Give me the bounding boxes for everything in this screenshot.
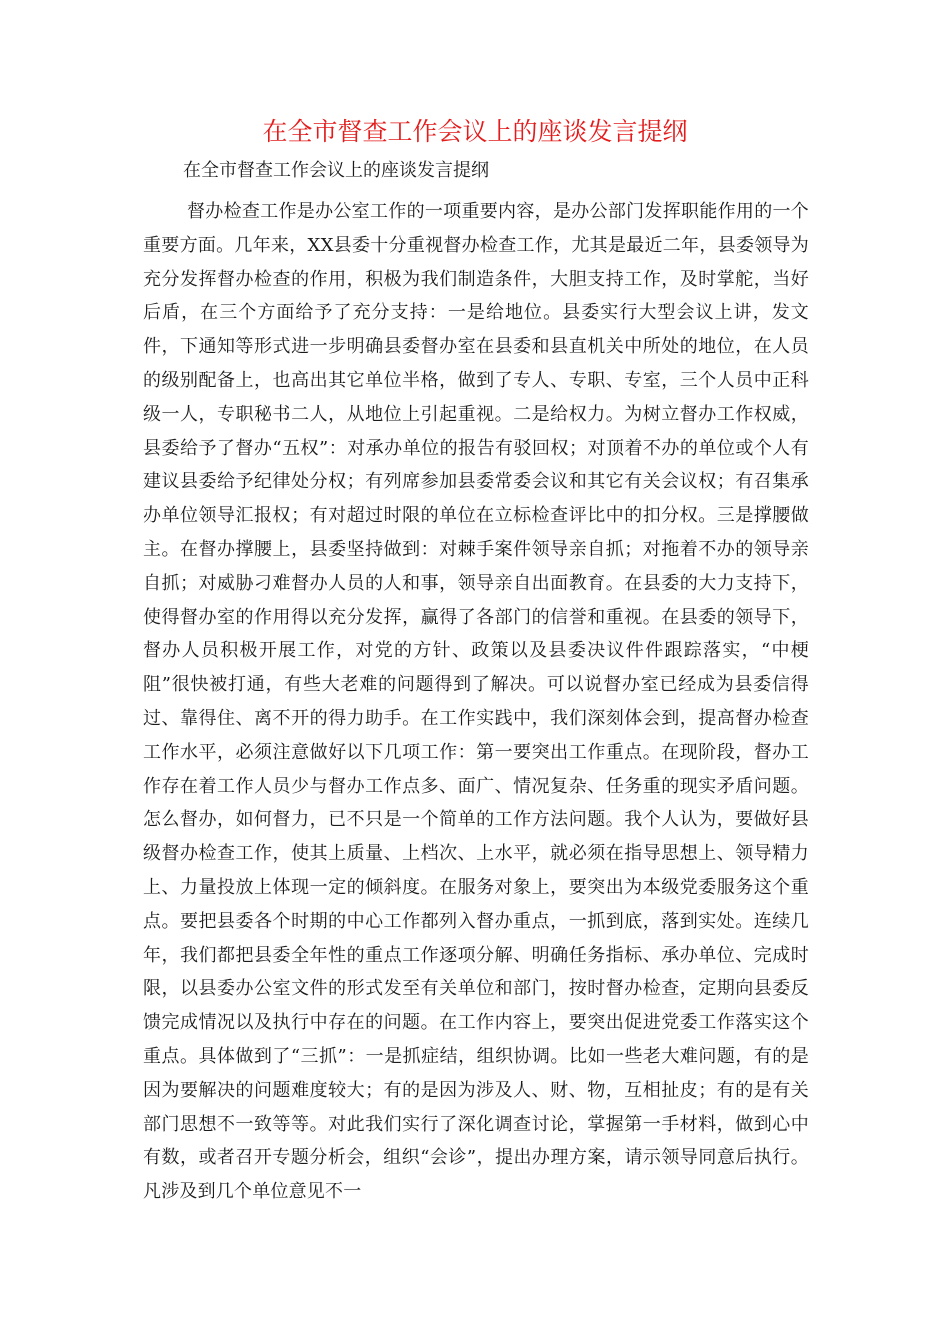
document-title: 在全市督查工作会议上的座谈发言提纲: [262, 117, 688, 146]
body-paragraph: 督办检查工作是办公室工作的一项重要内容，是办公部门发挥职能作用的一个重要方面。几年来，XX县委十分重视督办检查工作，尤其是最近二年，县委领导为充分发挥督办检查的作用，积极为我们制造条件，大胆支持工作，及时掌舵，当好后盾，在三个方面给予了充分支持：一是给地位。县委实行大型会议上讲，发文件，下通知等形式进一步明确县委督办室在县委和县直机关中所处的地位，在人员的级别配备上，也高出其它单位半格，做到了专人、专职、专室，三个人员中正科级一人，专职秘书二人，从地位上引起重视。二是给权力。为树立督办工作权威，县委给予了督办“五权”：对承办单位的报告有驳回权；对顶着不办的单位或个人有建议县委给予纪律处分权；有列席参加县委常委会议和其它有关会议权；有召集承办单位领导汇报权；有对超过时限的单位在立标检查评比中的扣分权。三是撑腰做主。在督办撑腰上，县委坚持做到：对棘手案件领导亲自抓；对拖着不办的领导亲自抓；对威胁刁难督办人员的人和事，领导亲自出面教育。在县委的大力支持下，使得督办室的作用得以充分发挥，赢得了各部门的信誉和重视。在县委的领导下，督办人员积极开展工作，对党的方针、政策以及县委决议件件跟踪落实，“中梗阻”很快被打通，有些大老难的问题得到了解决。可以说督办室已经成为县委信得过、靠得住、离不开的得力助手。在工作实践中，我们深刻体会到，提高督办检查工作水平，必须注意做好以下几项工作：第一要突出工作重点。在现阶段，督办工作存在着工作人员少与督办工作点多、面广、情况复杂、任务重的现实矛盾问题。怎么督办，如何督力，已不只是一个简单的工作方法问题。我个人认为，要做好县级督办检查工作，使其上质量、上档次、上水平，就必须在指导思想上、领导精力上、力量投放上体现一定的倾斜度。在服务对象上，要突出为本级党委服务这个重点。要把县委各个时期的中心工作都列入督办重点，一抓到底，落到实处。连续几年，我们都把县委全年性的重点工作逐项分解、明确任务指标、承办单位、完成时限，以县委办公室文件的形式发至有关单位和部门，按时督办检查，定期向县委反馈完成情况以及执行中存在的问题。在工作内容上，要突出促进党委工作落实这个重点。具体做到了“三抓”：一是抓症结，组织协调。比如一些老大难问题，有的是因为要解决的问题难度较大；有的是因为涉及人、财、物，互相扯皮；有的是有关部门思想不一致等等。对此我们实行了深化调查讨论，掌握第一手材料，做到心中有数，或者召开专题分析会，组织“会诊”，提出办理方案，请示领导同意后执行。凡涉及到几个单位意见不一: [143, 201, 809, 1203]
document-subtitle: 在全市督查工作会议上的座谈发言提纲: [183, 160, 489, 181]
